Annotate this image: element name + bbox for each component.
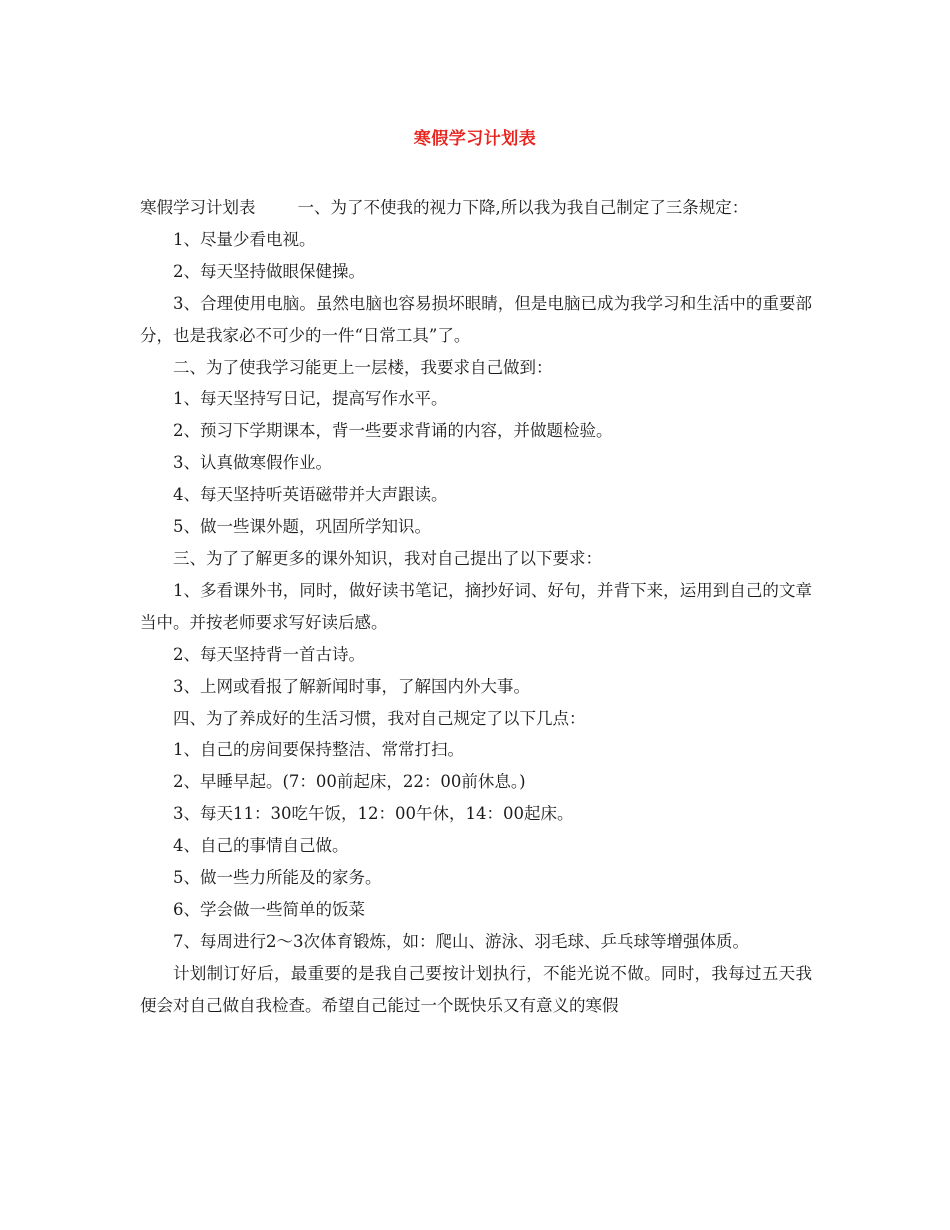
paragraph: 3、合理使用电脑。虽然电脑也容易损坏眼睛，但是电脑已成为我学习和生活中的重要部分，也是我家必不可少的一件“日常工具”了。 <box>140 293 812 345</box>
paragraph: 2、每天坚持背一首古诗。 <box>173 644 365 664</box>
paragraph: 三、为了了解更多的课外知识，我对自己提出了以下要求： <box>173 548 602 568</box>
paragraph: 6、学会做一些简单的饭菜 <box>173 899 365 919</box>
paragraph: 2、早睡早起。(7：00前起床，22：00前休息。) <box>173 772 526 792</box>
paragraph: 1、每天坚持写日记，提高写作水平。 <box>173 389 448 409</box>
paragraph: 4、自己的事情自己做。 <box>173 836 349 856</box>
paragraph: 计划制订好后，最重要的是我自己要按计划执行，不能光说不做。同时，我每过五天我便会对自己做自我检查。希望自己能过一个既快乐又有意义的寒假 <box>140 963 812 1015</box>
paragraph: 1、自己的房间要保持整洁、常常打扫。 <box>173 740 464 760</box>
document-body <box>140 192 812 1022</box>
paragraph: 1、尽量少看电视。 <box>173 229 316 249</box>
intro-paragraph <box>140 192 812 224</box>
paragraph: 3、每天11：30吃午饭，12：00午休，14：00起床。 <box>173 804 574 824</box>
paragraph: 二、为了使我学习能更上一层楼，我要求自己做到： <box>173 357 553 377</box>
paragraph: 5、做一些力所能及的家务。 <box>173 868 382 888</box>
paragraph: 7、每周进行2～3次体育锻炼，如：爬山、游泳、羽毛球、乒乓球等增强体质。 <box>173 931 749 951</box>
paragraph: 5、做一些课外题，巩固所学知识。 <box>173 517 431 537</box>
paragraph: 2、预习下学期课本，背一些要求背诵的内容，并做题检验。 <box>173 421 613 441</box>
paragraph: 3、认真做寒假作业。 <box>173 453 332 473</box>
paragraph-text: 一、为了不使我的视力下降,所以我为我自己制定了三条规定： <box>297 198 749 217</box>
paragraph: 2、每天坚持做眼保健操。 <box>173 261 365 281</box>
paragraph: 四、为了养成好的生活习惯，我对自己规定了以下几点： <box>173 708 586 728</box>
intro-label: 寒假学习计划表 <box>140 198 256 217</box>
document-title: 寒假学习计划表 <box>413 129 537 149</box>
paragraph: 4、每天坚持听英语磁带并大声跟读。 <box>173 485 448 505</box>
paragraph: 1、多看课外书，同时，做好读书笔记，摘抄好词、好句，并背下来，运用到自己的文章当中。并按老师要求写好读后感。 <box>140 580 812 632</box>
paragraph: 3、上网或看报了解新闻时事，了解国内外大事。 <box>173 676 530 696</box>
